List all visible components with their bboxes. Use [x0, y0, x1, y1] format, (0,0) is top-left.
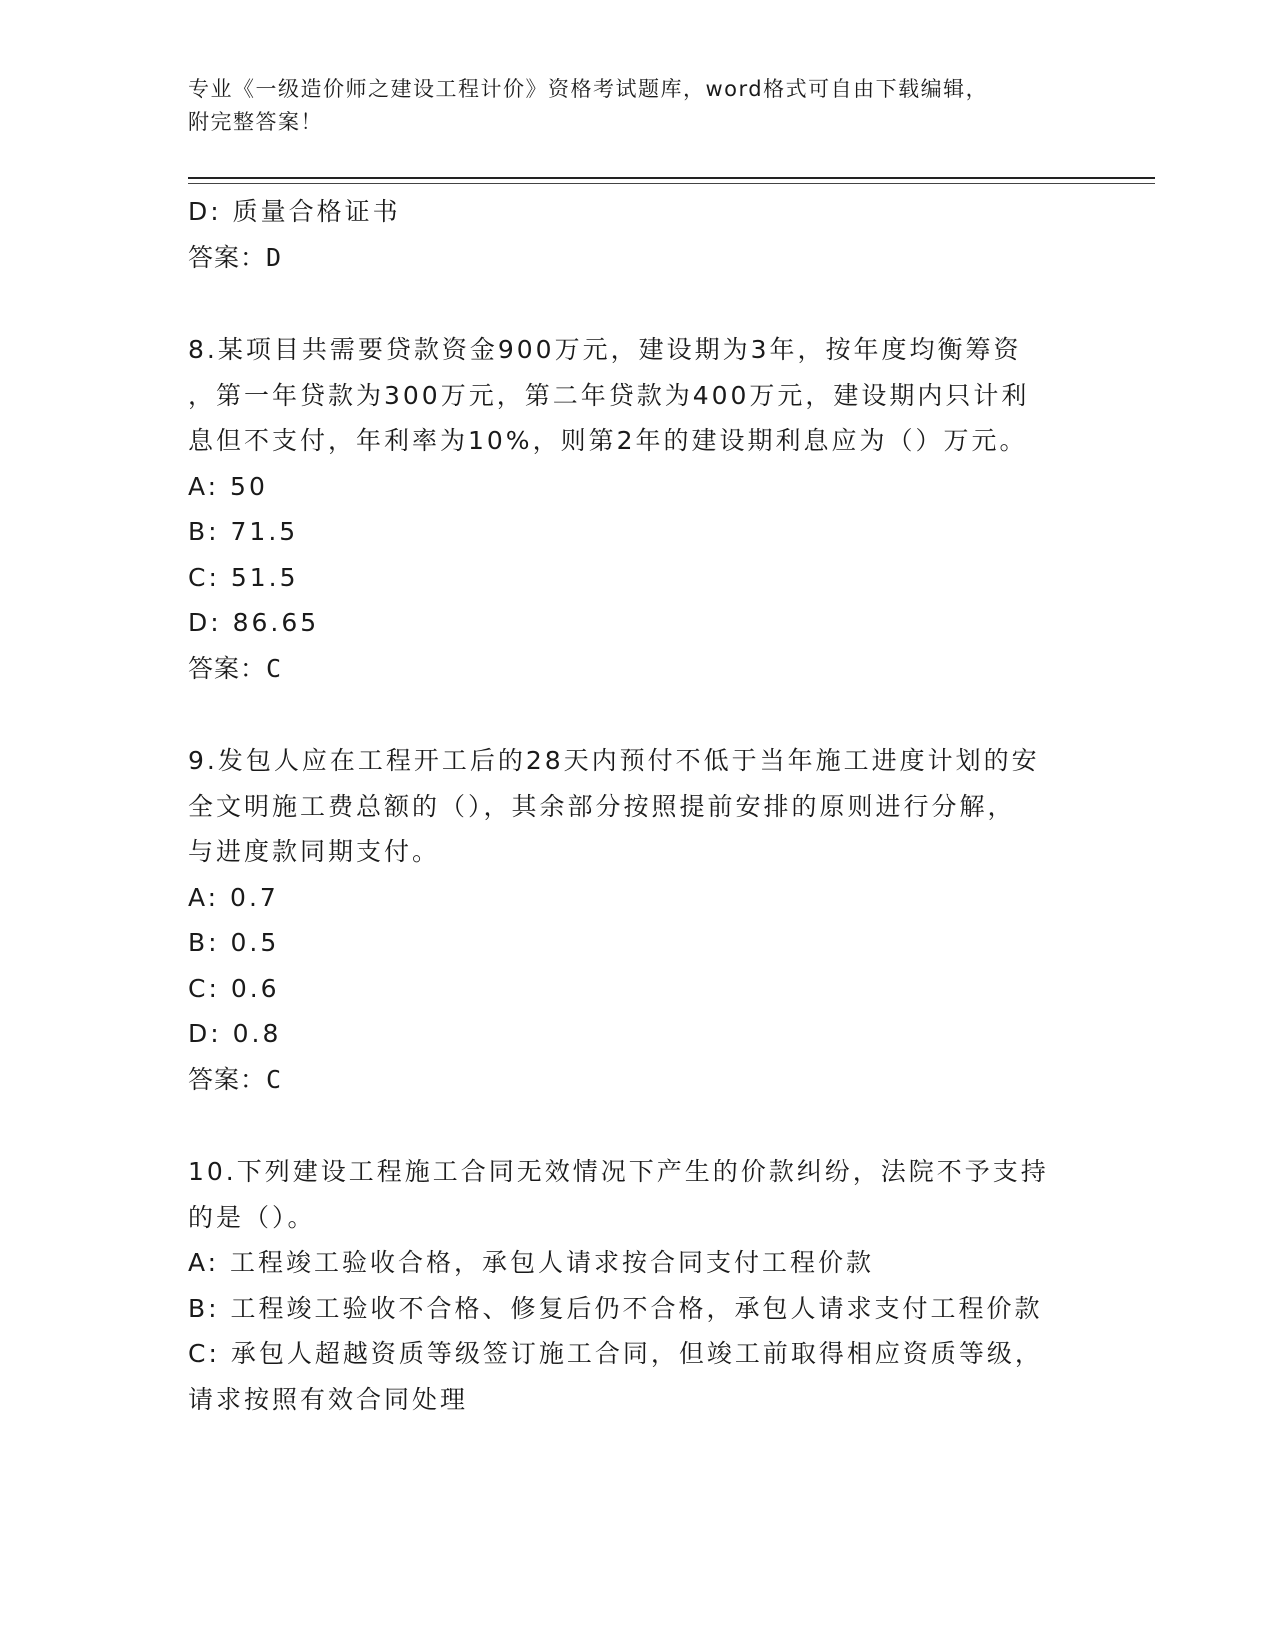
question-8-line-3: 息但不支付，年利率为10%，则第2年的建设期利息应为（）万元。	[188, 426, 1028, 455]
question-content	[188, 189, 1088, 1422]
question-9-answer: 答案：C	[188, 1064, 283, 1094]
question-9-line-2: 全文明施工费总额的（），其余部分按照提前安排的原则进行分解，	[188, 791, 1016, 821]
question-10-option-a: A: 工程竣工验收合格，承包人请求按合同支付工程价款	[188, 1248, 875, 1277]
header-line-2: 附完整答案！	[188, 110, 323, 134]
question-10-line-2: 的是（）。	[188, 1202, 316, 1232]
header-rule-thick	[188, 177, 1155, 179]
question-8-answer: 答案：C	[188, 653, 283, 683]
question-9-line-1: 9.发包人应在工程开工后的28天内预付不低于当年施工进度计划的安	[188, 746, 1040, 775]
question-10-option-c: C: 承包人超越资质等级签订施工合同，但竣工前取得相应资质等级，	[188, 1339, 1043, 1368]
header-rule-thin	[188, 183, 1155, 184]
question-10-option-b: B: 工程竣工验收不合格、修复后仍不合格，承包人请求支付工程价款	[188, 1293, 1043, 1323]
question-9-option-b: B: 0.5	[188, 928, 280, 957]
question-10-line-1: 10.下列建设工程施工合同无效情况下产生的价款纠纷，法院不予支持	[188, 1157, 1049, 1186]
question-8-option-d: D: 86.65	[188, 608, 320, 637]
question-9-option-d: D: 0.8	[188, 1019, 282, 1048]
question-9	[188, 738, 1088, 1102]
question-10-option-c-continued: 请求按照有效合同处理	[188, 1384, 469, 1414]
question-8-line-2: ，第一年贷款为300万元，第二年贷款为400万元，建设期内只计利	[188, 380, 1030, 410]
question-8	[188, 327, 1088, 691]
spacer	[188, 280, 1088, 327]
question-8-line-1: 8.某项目共需要贷款资金900万元，建设期为3年，按年度均衡筹资	[188, 335, 1022, 364]
prev-option-d: D: 质量合格证书	[188, 197, 401, 226]
question-8-option-c: C: 51.5	[188, 562, 299, 592]
header-line-1: 专业《一级造价师之建设工程计价》资格考试题库，word格式可自由下载编辑，	[188, 77, 989, 101]
spacer	[188, 1102, 1088, 1149]
question-9-option-c: C: 0.6	[188, 973, 280, 1003]
question-8-option-a: A: 50	[188, 471, 268, 501]
spacer	[188, 691, 1088, 738]
question-8-option-b: B: 71.5	[188, 517, 299, 546]
question-9-line-3: 与进度款同期支付。	[188, 837, 441, 866]
prev-answer: 答案：D	[188, 242, 283, 272]
document-header	[188, 73, 1088, 139]
question-9-option-a: A: 0.7	[188, 882, 279, 912]
question-10	[188, 1149, 1088, 1422]
